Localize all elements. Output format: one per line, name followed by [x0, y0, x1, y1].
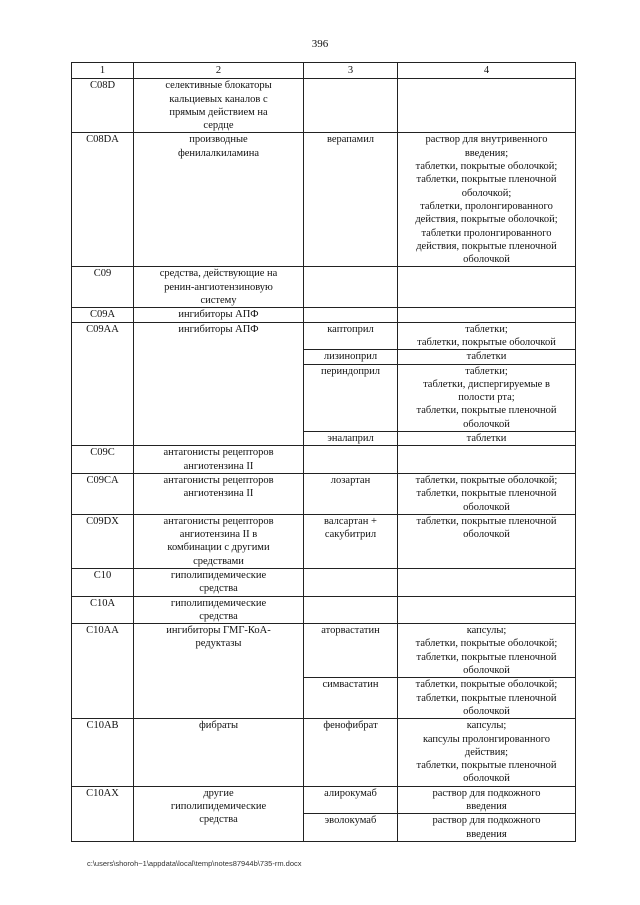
drug-group-cell: ингибиторы АПФ: [134, 322, 304, 446]
table-row: [72, 568, 576, 596]
dosage-form-cell: [398, 308, 576, 322]
drug-group-cell: производные фенилалкиламина: [134, 133, 304, 267]
table-row: [72, 719, 576, 786]
table-body: [72, 79, 576, 842]
atc-code-cell: C09C: [72, 446, 134, 474]
drug-name-cell: [304, 267, 398, 308]
table-row: [72, 514, 576, 568]
dosage-form-cell: раствор для внутривенного введения; таблетки, покрытые оболочкой; таблетки, покрытые пленочной оболочкой; таблетки, пролонгированного действия, покрытые оболочкой; таблетки пролонгированного действия, покрытые пленочной оболочкой: [398, 133, 576, 267]
dosage-form-cell: таблетки; таблетки, покрытые оболочкой: [398, 322, 576, 350]
drug-group-cell: гиполипидемические средства: [134, 596, 304, 624]
table-row: [72, 624, 576, 678]
drug-name-cell: валсартан + сакубитрил: [304, 514, 398, 568]
drug-name-cell: лозартан: [304, 473, 398, 514]
atc-code-cell: C08DA: [72, 133, 134, 267]
table-row: [72, 322, 576, 350]
drug-name-cell: [304, 446, 398, 474]
drug-name-cell: [304, 568, 398, 596]
drug-name-cell: верапамил: [304, 133, 398, 267]
drug-group-cell: антагонисты рецепторов ангиотензина II: [134, 473, 304, 514]
dosage-form-cell: [398, 568, 576, 596]
atc-code-cell: C09AA: [72, 322, 134, 446]
drug-classification-table: [71, 62, 576, 842]
dosage-form-cell: капсулы; капсулы пролонгированного действия; таблетки, покрытые пленочной оболочкой: [398, 719, 576, 786]
dosage-form-cell: капсулы; таблетки, покрытые оболочкой; таблетки, покрытые пленочной оболочкой: [398, 624, 576, 678]
table-row: [72, 267, 576, 308]
atc-code-cell: C10A: [72, 596, 134, 624]
drug-group-cell: ингибиторы ГМГ-КоА- редуктазы: [134, 624, 304, 719]
table-row: [72, 446, 576, 474]
dosage-form-cell: таблетки: [398, 350, 576, 364]
atc-code-cell: C09A: [72, 308, 134, 322]
column-header-4: 4: [398, 63, 576, 79]
drug-name-cell: эволокумаб: [304, 814, 398, 842]
drug-name-cell: [304, 308, 398, 322]
atc-code-cell: C09CA: [72, 473, 134, 514]
atc-code-cell: C10AX: [72, 786, 134, 841]
dosage-form-cell: [398, 596, 576, 624]
dosage-form-cell: таблетки, покрытые оболочкой; таблетки, покрытые пленочной оболочкой: [398, 473, 576, 514]
drug-name-cell: лизиноприл: [304, 350, 398, 364]
atc-code-cell: C10AB: [72, 719, 134, 786]
drug-group-cell: фибраты: [134, 719, 304, 786]
atc-code-cell: C10AA: [72, 624, 134, 719]
table-row: [72, 133, 576, 267]
drug-name-cell: фенофибрат: [304, 719, 398, 786]
header-row: [72, 63, 576, 79]
drug-name-cell: алирокумаб: [304, 786, 398, 814]
drug-name-cell: [304, 79, 398, 133]
file-path-footer: c:\users\shoroh~1\appdata\local\temp\notes87944b\735-rm.docx: [87, 859, 302, 868]
table-row: [72, 308, 576, 322]
drug-group-cell: антагонисты рецепторов ангиотензина II: [134, 446, 304, 474]
table-row: [72, 79, 576, 133]
drug-name-cell: периндоприл: [304, 364, 398, 431]
dosage-form-cell: [398, 446, 576, 474]
column-header-2: 2: [134, 63, 304, 79]
drug-name-cell: каптоприл: [304, 322, 398, 350]
atc-code-cell: C09: [72, 267, 134, 308]
drug-name-cell: [304, 596, 398, 624]
dosage-form-cell: таблетки: [398, 432, 576, 446]
atc-code-cell: C10: [72, 568, 134, 596]
column-header-1: 1: [72, 63, 134, 79]
drug-name-cell: симвастатин: [304, 678, 398, 719]
table-row: [72, 473, 576, 514]
dosage-form-cell: раствор для подкожного введения: [398, 814, 576, 842]
atc-code-cell: C08D: [72, 79, 134, 133]
drug-group-cell: гиполипидемические средства: [134, 568, 304, 596]
dosage-form-cell: таблетки, покрытые оболочкой; таблетки, покрытые пленочной оболочкой: [398, 678, 576, 719]
drug-name-cell: аторвастатин: [304, 624, 398, 678]
drug-group-cell: ингибиторы АПФ: [134, 308, 304, 322]
page-number: 396: [311, 38, 329, 50]
table-row: [72, 786, 576, 814]
drug-group-cell: другие гиполипидемические средства: [134, 786, 304, 841]
drug-group-cell: селективные блокаторы кальциевых каналов с прямым действием на сердце: [134, 79, 304, 133]
atc-code-cell: C09DX: [72, 514, 134, 568]
drug-group-cell: средства, действующие на ренин-ангиотензиновую систему: [134, 267, 304, 308]
dosage-form-cell: таблетки; таблетки, диспергируемые в полости рта; таблетки, покрытые пленочной оболочкой: [398, 364, 576, 431]
dosage-form-cell: раствор для подкожного введения: [398, 786, 576, 814]
dosage-form-cell: [398, 79, 576, 133]
drug-name-cell: эналаприл: [304, 432, 398, 446]
table-row: [72, 596, 576, 624]
drug-group-cell: антагонисты рецепторов ангиотензина II в комбинации с другими средствами: [134, 514, 304, 568]
dosage-form-cell: таблетки, покрытые пленочной оболочкой: [398, 514, 576, 568]
column-header-3: 3: [304, 63, 398, 79]
dosage-form-cell: [398, 267, 576, 308]
